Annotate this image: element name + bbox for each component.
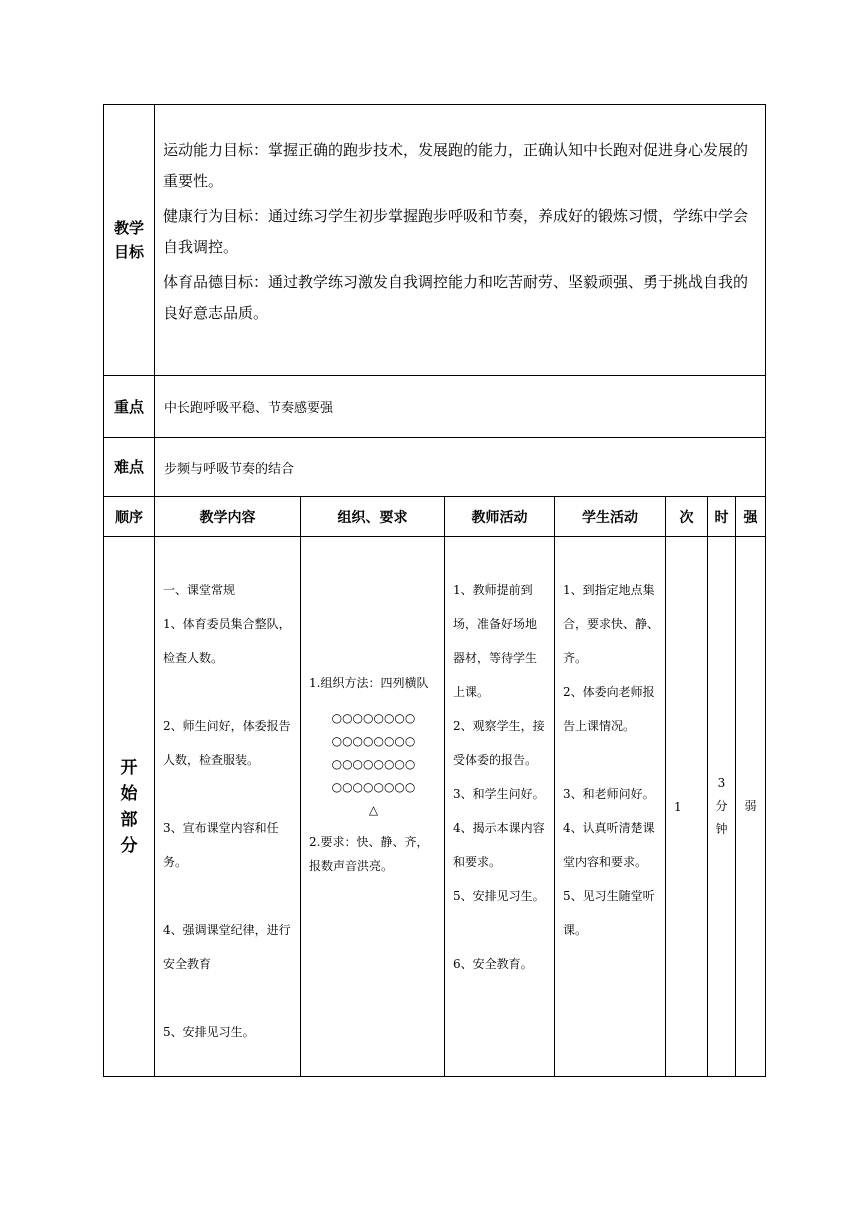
teacher-activity-item: 2、观察学生，接受体委的报告。 <box>453 719 545 767</box>
header-times: 次 <box>666 497 708 537</box>
teacher-position-icon: △ <box>368 803 379 817</box>
header-content: 教学内容 <box>155 497 301 537</box>
header-teacher: 教师活动 <box>445 497 555 537</box>
header-student: 学生活动 <box>555 497 666 537</box>
section-label <box>104 537 155 1077</box>
content-item: 5、安排见习生。 <box>163 1025 255 1039</box>
student-activity-item: 3、和老师问好。 <box>563 787 655 801</box>
content-item: 2、师生问好，体委报告人数，检查服装。 <box>163 719 291 767</box>
section-label-char: 始 <box>120 783 138 804</box>
goals-label-line2: 目标 <box>113 243 144 261</box>
teacher-activity-item: 1、教师提前到场，准备好场地器材，等待学生上课。 <box>453 583 538 699</box>
student-activity-item: 2、体委向老师报告上课情况。 <box>563 685 655 733</box>
lesson-plan <box>103 104 765 1077</box>
student-activity-item: 1、到指定地点集合，要求快、静、齐。 <box>563 583 660 665</box>
goal-character: 体育品德目标：通过教学练习激发自我调控能力和吃苦耐劳、坚毅顽强、勇于挑战自我的良好意志品质。 <box>163 273 749 322</box>
student-activity-item: 5、见习生随堂听课。 <box>563 889 655 937</box>
content-item: 4、强调课堂纪律，进行安全教育 <box>163 923 291 971</box>
goals-label <box>104 105 155 376</box>
formation-row: ○○○○○○○○ <box>331 757 416 771</box>
section-label-char: 分 <box>120 835 138 856</box>
difficulty-label: 难点 <box>104 438 155 497</box>
difficulty-row <box>104 438 766 497</box>
teacher-activity-item: 6、安全教育。 <box>453 957 533 971</box>
teacher-activity-cell <box>445 537 555 1077</box>
section-label-char: 开 <box>120 757 138 778</box>
duration-value: 3 <box>717 776 726 790</box>
teacher-activity-item: 3、和学生问好。 <box>453 787 545 801</box>
lesson-plan-table <box>103 104 766 1077</box>
organization-requirement: 2.要求：快、静、齐，报数声音洪亮。 <box>309 835 429 873</box>
goal-motor: 运动能力目标：掌握正确的跑步技术，发展跑的能力，正确认知中长跑对促进身心发展的重要性。 <box>163 141 749 190</box>
times-cell: 1 <box>666 537 708 1077</box>
header-duration: 时 <box>708 497 736 537</box>
duration-unit: 钟 <box>715 822 728 836</box>
opening-section-row <box>104 537 766 1077</box>
teacher-activity-item: 4、揭示本课内容和要求。 <box>453 821 545 869</box>
key-point-label: 重点 <box>104 376 155 438</box>
goal-health: 健康行为目标：通过练习学生初步掌握跑步呼吸和节奏，养成好的锻炼习惯，学练中学会自我调控。 <box>163 207 749 256</box>
duration-cell <box>708 537 736 1077</box>
goals-content <box>155 105 766 376</box>
organization-cell <box>301 537 445 1077</box>
teacher-activity-item: 5、安排见习生。 <box>453 889 545 903</box>
header-order: 顺序 <box>104 497 155 537</box>
student-activity-item: 4、认真听清楚课堂内容和要求。 <box>563 821 655 869</box>
duration-unit: 分 <box>715 799 728 813</box>
formation-row: ○○○○○○○○ <box>331 780 416 794</box>
content-item: 1、体育委员集合整队，检查人数。 <box>163 617 291 665</box>
key-point-row <box>104 376 766 438</box>
content-item: 3、宣布课堂内容和任务。 <box>163 821 279 869</box>
content-item: 一、课堂常规 <box>163 583 236 597</box>
goals-label-line1: 教学 <box>113 219 144 237</box>
key-point-text: 中长跑呼吸平稳、节奏感要强 <box>155 376 766 438</box>
formation-diagram <box>309 707 438 822</box>
formation-row: ○○○○○○○○ <box>331 734 416 748</box>
intensity-cell: 弱 <box>736 537 766 1077</box>
header-intensity: 强 <box>736 497 766 537</box>
difficulty-text: 步频与呼吸节奏的结合 <box>155 438 766 497</box>
student-activity-cell <box>555 537 666 1077</box>
content-cell <box>155 537 301 1077</box>
header-organization: 组织、要求 <box>301 497 445 537</box>
organization-method: 1.组织方法：四列横队 <box>309 676 429 690</box>
formation-row: ○○○○○○○○ <box>331 711 416 725</box>
goals-row <box>104 105 766 376</box>
section-label-char: 部 <box>120 809 138 830</box>
header-row <box>104 497 766 537</box>
